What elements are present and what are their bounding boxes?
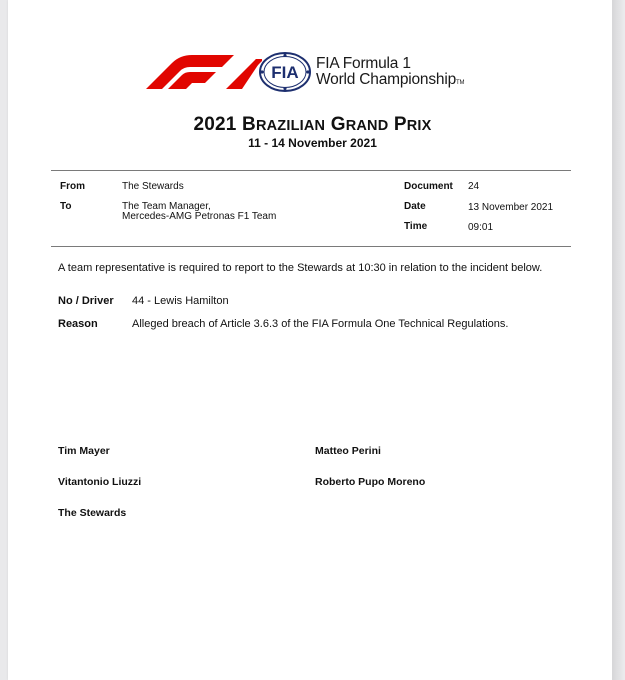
fia-line2: World ChampionshipTM [316,71,465,88]
steward-roberto-pupo-moreno: Roberto Pupo Moreno [315,476,426,488]
to-label: To [60,201,72,212]
document-value: 24 [468,181,480,192]
fia-line1: FIA Formula 1 [316,55,411,72]
top-divider [51,170,571,171]
page-edge-shadow [612,0,625,680]
bottom-divider [51,246,571,247]
from-value: The Stewards [122,181,184,192]
date-label: Date [404,201,426,212]
summons-intro: A team representative is required to report to the Stewards at 10:30 in relation to the incident below. [58,262,543,274]
time-label: Time [404,221,428,232]
trademark-mark: TM [456,80,465,86]
reason-value: Alleged breach of Article 3.6.3 of the FIA Formula One Technical Regulations. [132,318,509,330]
driver-label: No / Driver [58,295,114,307]
the-stewards-closing: The Stewards [58,507,127,519]
event-title: 2021 BRAZILIAN GRAND PRIX [193,114,432,135]
reason-label: Reason [58,318,98,330]
document-page [8,0,612,680]
date-value: 13 November 2021 [468,202,554,213]
event-dates: 11 - 14 November 2021 [248,136,377,150]
steward-matteo-perini: Matteo Perini [315,445,381,457]
steward-tim-mayer: Tim Mayer [58,445,110,457]
f1-logo-icon [138,55,262,89]
fia-seal-text: FIA [271,63,299,82]
fia-seal-icon [259,52,311,92]
fia-wordmark [316,56,506,91]
steward-vitantonio-liuzzi: Vitantonio Liuzzi [58,476,142,488]
time-value: 09:01 [468,222,494,233]
from-label: From [60,181,85,192]
driver-value: 44 - Lewis Hamilton [132,295,229,307]
to-value-line2: Mercedes-AMG Petronas F1 Team [122,211,277,222]
to-value-line1: The Team Manager, [122,201,211,212]
document-label: Document [404,181,453,192]
